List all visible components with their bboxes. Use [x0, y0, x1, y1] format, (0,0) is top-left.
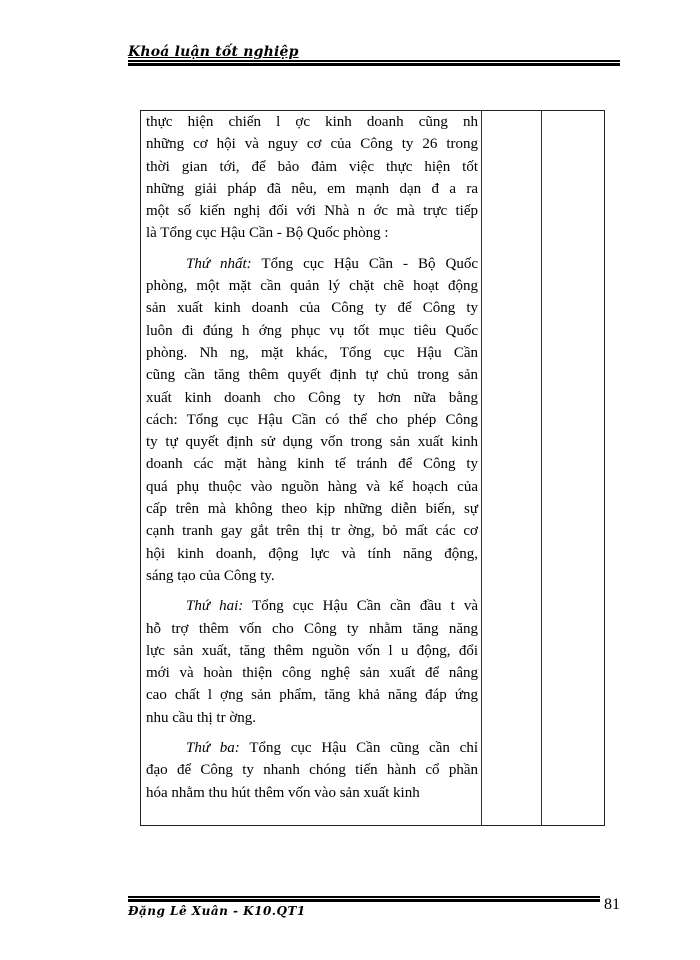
text-line: đạo để Công ty nhanh chóng tiến hành cổ phần	[146, 762, 478, 779]
text-line: phòng, một mặt cần quản lý chặt chẽ hoạt động	[146, 278, 478, 295]
text-line: sản xuất kinh doanh của Công ty để Công ty	[146, 300, 478, 317]
text-line: ty tự quyết định sử dụng vốn trong sản xuất kinh	[146, 434, 478, 451]
paragraph	[146, 595, 478, 729]
text-line: cách: Tổng cục Hậu Cần có thể cho phép Công	[146, 411, 478, 428]
text-line-rest: Tổng cục Hậu Cần - Bộ Quốc	[251, 255, 478, 272]
table-cell-main	[146, 111, 478, 804]
header-title: Khoá luận tốt nghiệp	[128, 44, 299, 60]
text-line: thực hiện chiến l ợc kinh doanh cũng nh	[146, 114, 478, 130]
text-line: nhu cầu thị tr ờng.	[146, 709, 256, 726]
footer-rule-thick	[128, 899, 600, 902]
text-line: quá phụ thuộc vào nguồn hàng và kế hoạch của	[146, 478, 478, 495]
paragraph-lead-in: Thứ nhất:	[186, 255, 252, 272]
paragraph	[146, 111, 478, 245]
paragraph-gap	[146, 729, 478, 737]
text-line: thời gian tới, để bảo đảm việc thực hiện tốt	[146, 158, 478, 175]
text-line: hội kinh doanh, động lực và tính năng động,	[146, 545, 478, 562]
paragraph	[146, 253, 478, 587]
text-line: cao chất l ợng sản phẩm, tăng khả năng đáp ứng	[146, 687, 478, 704]
text-line-rest: Tổng cục Hậu Cần cần đầu t và	[243, 598, 478, 615]
text-line	[146, 737, 478, 759]
content-table	[140, 110, 605, 826]
text-line: xuất kinh doanh cho Công ty hơn nữa bằng	[146, 389, 478, 406]
text-line: một số kiến nghị đối với Nhà n ớc mà trực tiếp	[146, 203, 478, 220]
paragraph-lead-in: Thứ ba:	[186, 740, 240, 757]
header-rule	[128, 60, 620, 62]
text-line: phòng. Nh ng, mặt khác, Tổng cục Hậu Cần	[146, 344, 478, 361]
text-line: những cơ hội và nguy cơ của Công ty 26 trong	[146, 136, 478, 153]
text-line	[146, 595, 478, 617]
text-line-rest: Tổng cục Hậu Cần cũng cần chỉ	[239, 740, 478, 757]
text-line: luôn đi đúng h ớng phục vụ tốt mục tiêu Quốc	[146, 322, 478, 339]
text-line: hóa nhằm thu hút thêm vốn vào sản xuất kinh	[146, 784, 420, 801]
paragraph	[146, 737, 478, 804]
text-line: cấp trên mà không theo kịp những diễn biến, sự	[146, 501, 478, 518]
header-rule-thick	[128, 63, 620, 66]
text-line: doanh các mặt hàng kinh tế tránh để Công ty	[146, 456, 478, 473]
text-line: mới và hoàn thiện công nghệ sản xuất để nâng	[146, 665, 478, 682]
footer-author: Đặng Lê Xuân - K10.QT1	[128, 904, 306, 918]
footer-rule	[128, 896, 600, 898]
text-line: lực sản xuất, tăng thêm nguồn vốn l u động, đổi	[146, 642, 478, 659]
column-separator	[481, 111, 482, 825]
column-separator	[541, 111, 542, 825]
text-line: sáng tạo của Công ty.	[146, 567, 275, 584]
text-line: những giải pháp đã nêu, em mạnh dạn đ a ra	[146, 180, 478, 197]
text-line: cũng cần tăng thêm quyết định tự chủ trong sản	[146, 367, 478, 384]
paragraph-gap	[146, 587, 478, 595]
paragraph-gap	[146, 245, 478, 253]
text-line: hỗ trợ thêm vốn cho Công ty nhằm tăng năng	[146, 620, 478, 637]
page-number: 81	[604, 896, 620, 913]
text-line: là Tổng cục Hậu Cần - Bộ Quốc phòng :	[146, 225, 389, 242]
text-line: cạnh tranh gay gắt trên thị tr ờng, bỏ mất các cơ	[146, 523, 478, 540]
text-line	[146, 253, 478, 275]
page-header	[128, 44, 620, 60]
paragraph-lead-in: Thứ hai:	[186, 598, 244, 615]
